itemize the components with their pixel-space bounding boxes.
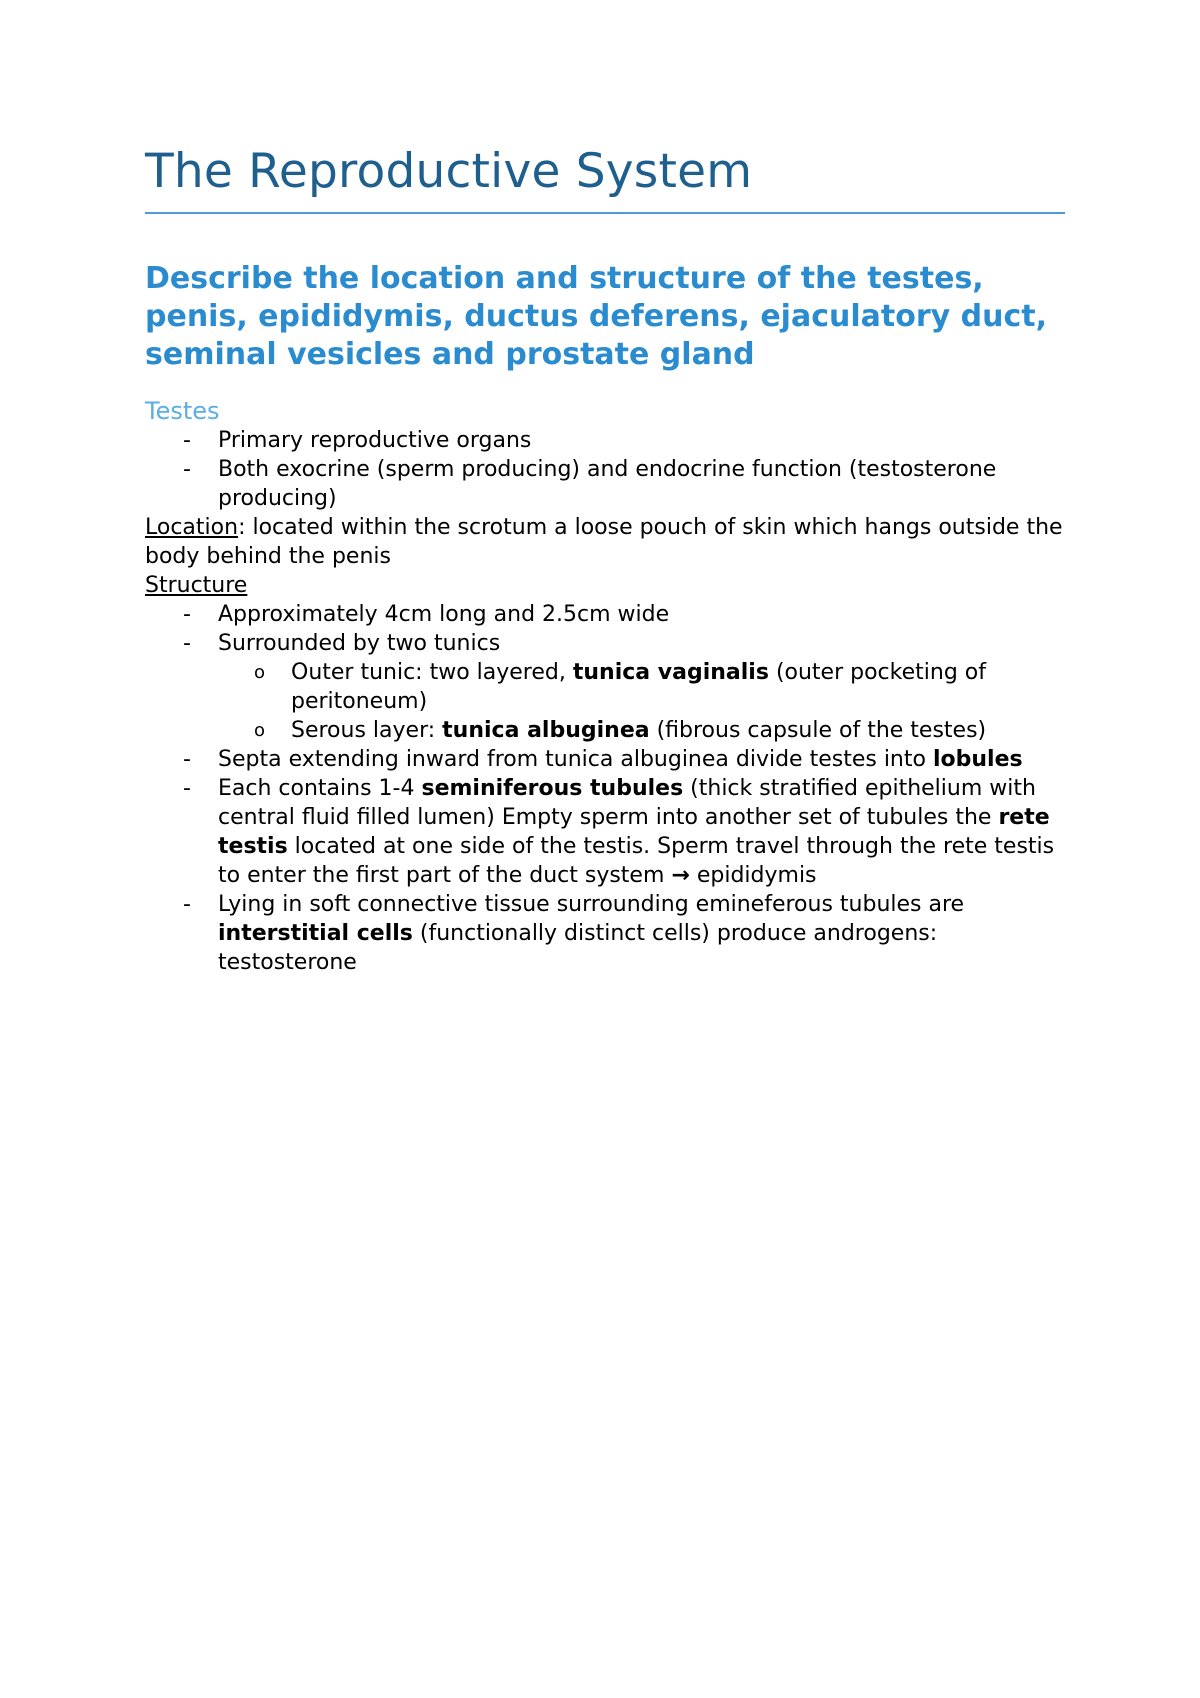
list-item (145, 774, 1065, 890)
list-item-text (218, 747, 1023, 772)
list-item-text: Surrounded by two tunics (218, 631, 501, 656)
document-content (145, 140, 1065, 977)
circle-marker: o (254, 662, 266, 683)
intro-list (145, 426, 1065, 513)
text-run: (functionally distinct cells) produce androgens: testosterone (218, 921, 938, 975)
dash-marker: - (183, 457, 191, 482)
bold-term: tunica albuginea (442, 718, 650, 743)
text-run: located at one side of the testis. Sperm travel through the rete testis to enter the first part of the duct system (218, 834, 1055, 888)
list-item-text (218, 892, 964, 975)
list-item-text: Both exocrine (sperm producing) and endocrine function (testosterone producing) (218, 457, 997, 511)
dash-marker: - (183, 602, 191, 627)
text-run: epididymis (689, 863, 817, 888)
list-item (145, 455, 1065, 513)
dash-marker: - (183, 892, 191, 917)
title-divider (145, 212, 1065, 214)
document-title: The Reproductive System (145, 144, 753, 199)
text-run: (thick stratified epithelium with central fluid filled lumen) Empty sperm into another set of tubules the (218, 776, 1036, 830)
text-run: Serous layer: (291, 718, 443, 743)
text-run: Lying in soft connective tissue surrounding emineferous tubules are (218, 892, 965, 917)
list-item (145, 600, 1065, 629)
list-item-text: Approximately 4cm long and 2.5cm wide (218, 602, 670, 627)
circle-marker: o (254, 720, 266, 741)
subheading-testes: Testes (145, 397, 220, 425)
dash-marker: - (183, 631, 191, 656)
list-item-text: Primary reproductive organs (218, 428, 532, 453)
location-paragraph (145, 513, 1065, 571)
list-item (145, 426, 1065, 455)
location-label: Location (145, 515, 239, 540)
list-item (145, 890, 1065, 977)
text-run: Septa extending inward from tunica albuginea divide testes into (218, 747, 933, 772)
location-text: : located within the scrotum a loose pouch of skin which hangs outside the body behind the penis (145, 515, 1063, 569)
bold-term: lobules (932, 747, 1023, 772)
arrow-right-icon: → (671, 863, 690, 888)
structure-label-paragraph (145, 571, 1065, 600)
structure-label: Structure (145, 573, 248, 598)
structure-list (145, 600, 1065, 977)
bold-term: seminiferous tubules (421, 776, 684, 801)
list-item (145, 745, 1065, 774)
text-run: (fibrous capsule of the testes) (649, 718, 987, 743)
sublist-item (218, 716, 1065, 745)
tunics-sublist (218, 658, 1065, 745)
sublist-item-text (291, 718, 986, 743)
sublist-item (218, 658, 1065, 716)
bold-term: interstitial cells (218, 921, 413, 946)
list-item (145, 629, 1065, 745)
section-heading: Describe the location and structure of the testes, penis, epididymis, ductus deferens, ejaculatory duct, seminal vesicles and prostate gland (145, 261, 1047, 372)
sublist-item-text (291, 660, 986, 714)
text-run: Each contains 1-4 (218, 776, 422, 801)
bold-term: tunica vaginalis (572, 660, 769, 685)
list-item-text (218, 776, 1054, 888)
dash-marker: - (183, 747, 191, 772)
text-run: Outer tunic: two layered, (291, 660, 573, 685)
dash-marker: - (183, 428, 191, 453)
dash-marker: - (183, 776, 191, 801)
text-run: (outer pocketing of peritoneum) (291, 660, 986, 714)
bold-term: rete testis (218, 805, 1050, 859)
